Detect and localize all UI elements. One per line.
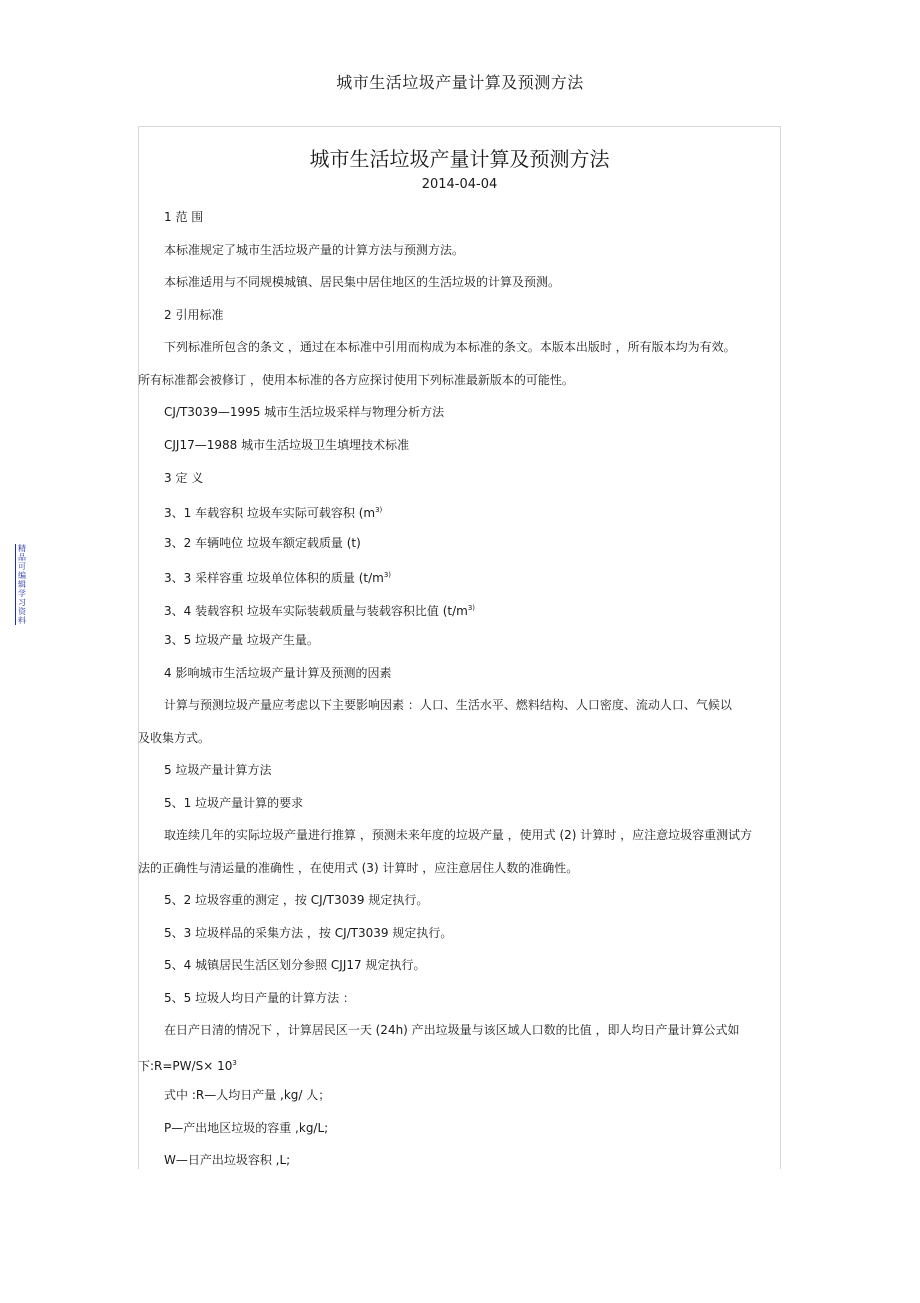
superscript: 3) xyxy=(467,604,476,612)
subsection-line: 5、3 垃圾样品的采集方法 ，按 CJ/T3039 规定执行。 xyxy=(164,926,453,940)
paragraph-line: 计算与预测垃圾产量应考虑以下主要影响因素 ：人口、生活水平、燃料结构、人口密度、流动人口、气候以 xyxy=(164,698,732,712)
page-header: 城市生活垃圾产量计算及预测方法 xyxy=(336,73,584,92)
section-5-heading: 5 垃圾产量计算方法 xyxy=(164,763,272,777)
definition-text: 3、4 装载容积 垃圾车实际装载质量与装载容积比值 (t/m xyxy=(164,604,468,618)
paragraph-line: 及收集方式。 xyxy=(138,731,211,745)
section-3-heading: 3 定 义 xyxy=(164,471,204,485)
formula-line xyxy=(138,1055,770,1074)
definition-line xyxy=(138,567,796,586)
definition-line xyxy=(138,502,796,521)
section-1-heading: 1 范 围 xyxy=(164,210,204,224)
formula-text: 下:R=PW/S× 10 xyxy=(138,1059,233,1073)
variable-definition: 式中 :R—人均日产量 ,kg/ 人； xyxy=(164,1088,331,1102)
definition-line: 3、2 车辆吨位 垃圾车额定载质量 (t) xyxy=(164,536,361,550)
paragraph-line: 法的正确性与清运量的准确性 ，在使用式 (3) 计算时 ，应注意居住人数的准确性。 xyxy=(138,861,579,875)
subsection-line: 5、2 垃圾容重的测定 ，按 CJ/T3039 规定执行。 xyxy=(164,893,429,907)
variable-definition: W—日产出垃圾容积 ,L; xyxy=(164,1153,291,1167)
paragraph-line: 在日产日清的情况下 ，计算居民区一天 (24h) 产出垃圾量与该区域人口数的比值 ，即人均日产量计算公式如 xyxy=(164,1023,740,1037)
paragraph-line: 取连续几年的实际垃圾产量进行推算 ，预测未来年度的垃圾产量 ，使用式 (2) 计算时 ，应注意垃圾容重测试方 xyxy=(164,828,753,842)
definition-text: 3、3 采样容重 垃圾单位体积的质量 (t/m xyxy=(164,571,384,585)
reference-standard: CJJ17—1988 城市生活垃圾卫生填埋技术标准 xyxy=(164,438,410,452)
paragraph-line: 本标准适用与不同规模城镇、居民集中居住地区的生活垃圾的计算及预测。 xyxy=(164,275,561,289)
definition-text: 3、1 车载容积 垃圾车实际可载容积 (m xyxy=(164,506,376,520)
document-date: 2014-04-04 xyxy=(421,177,498,192)
document-title: 城市生活垃圾产量计算及预测方法 xyxy=(309,147,610,171)
superscript: 3 xyxy=(232,1059,237,1067)
variable-definition: P—产出地区垃圾的容重 ,kg/L; xyxy=(164,1121,329,1135)
section-4-heading: 4 影响城市生活垃圾产量计算及预测的因素 xyxy=(164,666,392,680)
subsection-line: 5、5 垃圾人均日产量的计算方法 ： xyxy=(164,991,355,1005)
section-2-heading: 2 引用标准 xyxy=(164,308,224,322)
paragraph-line: 下列标准所包含的条文 ，通过在本标准中引用而构成为本标准的条文。本版本出版时 ，所有版本均为有效。 xyxy=(164,340,736,354)
paragraph-line: 本标准规定了城市生活垃圾产量的计算方法与预测方法。 xyxy=(164,243,465,257)
subsection-heading: 5、1 垃圾产量计算的要求 xyxy=(164,796,304,810)
sidebar-watermark-label: 精品可编辑学习资料 xyxy=(15,544,32,625)
subsection-line: 5、4 城镇居民生活区划分参照 CJJ17 规定执行。 xyxy=(164,958,426,972)
paragraph-line: 所有标准都会被修订 ，使用本标准的各方应探讨使用下列标准最新版本的可能性。 xyxy=(138,373,574,387)
definition-line: 3、5 垃圾产量 垃圾产生量。 xyxy=(164,633,319,647)
superscript: 3) xyxy=(375,506,383,514)
definition-line xyxy=(138,600,796,619)
reference-standard: CJ/T3039—1995 城市生活垃圾采样与物理分析方法 xyxy=(164,405,445,419)
superscript: 3) xyxy=(383,571,392,579)
